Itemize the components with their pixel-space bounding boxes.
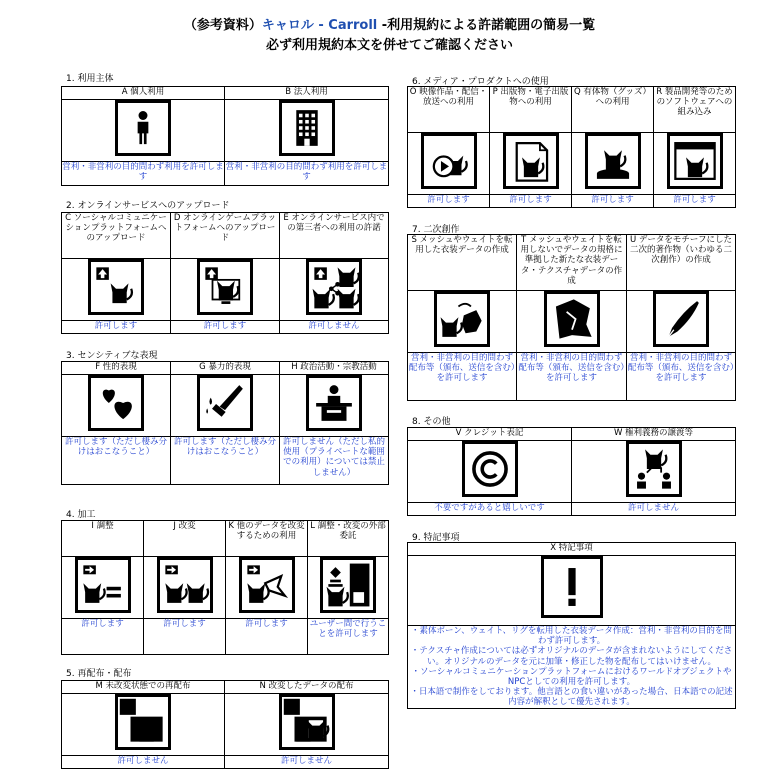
online-upload-table <box>61 212 389 334</box>
result-V: 不要ですがあると嬉しいです <box>408 503 572 516</box>
knife-icon <box>197 375 253 431</box>
special-notes <box>408 626 736 709</box>
col-head-S: S メッシュやウェイトを転用した衣装データの作成 <box>408 235 517 291</box>
col-head-G: G 暴力的表現 <box>171 362 280 375</box>
ribbon-cat-icon <box>239 557 295 613</box>
note-item: ・テクスチャ作成については必ずオリジナルのデータが含まれないようにしてください。オリジナルのデータを元に加筆・修正した物を配布してはいけません。 <box>410 646 733 667</box>
outsource-icon <box>320 557 376 613</box>
result-N: 許可しません <box>225 756 389 769</box>
col-head-K: K 他のデータを改変するための利用 <box>226 521 308 557</box>
section-label-usage-subject: 1. 利用主体 <box>66 74 114 84</box>
section-label-other: 8. その他 <box>412 417 451 427</box>
transfer-icon <box>626 441 682 497</box>
col-head-X: X 特記事項 <box>408 543 736 556</box>
exclamation-icon <box>541 556 603 618</box>
section-label-redistribution: 5. 再配布・配布 <box>66 669 132 679</box>
video-cat-icon <box>421 133 477 189</box>
result-C: 許可します <box>62 321 171 334</box>
media-table <box>407 86 736 208</box>
person-icon <box>115 100 171 156</box>
cloth-icon <box>544 291 600 347</box>
result-F: 許可します（ただし棲み分けはおこなうこと） <box>62 437 171 485</box>
result-O: 許可します <box>408 195 490 208</box>
modify-icon <box>157 557 213 613</box>
col-head-T: T メッシュやウェイトを転用しないでデータの規格に準拠した新たな衣装データ・テクスチャデータの作成 <box>517 235 627 291</box>
result-E: 許可しません <box>280 321 389 334</box>
result-I: 許可します <box>62 619 144 655</box>
software-cat-icon <box>667 133 723 189</box>
distribute-modified-icon <box>279 694 335 750</box>
title-product-name: キャロル - Carroll <box>261 18 378 33</box>
col-head-C: C ソーシャルコミュニケーションプラットフォームへのアップロード <box>62 213 171 259</box>
podium-icon <box>306 375 362 431</box>
col-head-F: F 性的表現 <box>62 362 171 375</box>
result-K: 許可します <box>226 619 308 655</box>
col-head-R: R 製品開発等のためのソフトウェアへの組み込み <box>654 87 736 133</box>
result-W: 許可しません <box>572 503 736 516</box>
result-A: 営利・非営利の目的問わず利用を許可します <box>62 162 225 186</box>
col-head-M: M 未改変状態での再配布 <box>62 681 225 694</box>
col-head-H: H 政治活動・宗教活動 <box>280 362 389 375</box>
redistribute-icon <box>115 694 171 750</box>
building-icon <box>279 100 335 156</box>
book-cat-icon <box>503 133 559 189</box>
hearts-icon <box>88 375 144 431</box>
share-cats-icon <box>306 259 362 315</box>
col-head-A: A 個人利用 <box>62 87 225 100</box>
col-head-E: E オンラインサービス内での第三者への利用の許諾 <box>280 213 389 259</box>
note-item: ・日本語で制作をしております。他言語との食い違いがあった場合、日本語での記述内容が解釈として優先されます。 <box>410 687 733 708</box>
col-head-Q: Q 有体物（グッズ）への利用 <box>572 87 654 133</box>
figure-cat-icon <box>585 133 641 189</box>
cloth-cat-icon <box>434 291 490 347</box>
pen-nib-icon <box>653 291 709 347</box>
col-head-P: P 出版物・電子出版物への利用 <box>490 87 572 133</box>
page-subtitle: 必ず利用規約本文を併せてご確認ください <box>265 38 513 53</box>
special-notes-table <box>407 542 736 709</box>
section-label-special-notes: 9. 特記事項 <box>412 533 460 543</box>
col-head-N: N 改変したデータの配布 <box>225 681 389 694</box>
result-M: 許可しません <box>62 756 225 769</box>
sensitive-table <box>61 361 389 485</box>
note-item: ・ソーシャルコミュニケーションプラットフォームにおけるワールドオブジェクトやNPCとしての利用を許可します。 <box>411 666 732 687</box>
usage-subject-table <box>61 86 389 186</box>
result-Q: 許可します <box>572 195 654 208</box>
col-head-D: D オンラインゲームプラットフォームへのアップロード <box>171 213 280 259</box>
processing-table <box>61 520 389 655</box>
title-prefix: （参考資料） <box>183 18 262 33</box>
result-B: 営利・非営利の目的問わず利用を許可します <box>225 162 389 186</box>
redistribution-table <box>61 680 389 769</box>
col-head-J: J 改変 <box>144 521 226 557</box>
result-G: 許可します（ただし棲み分けはおこなうこと） <box>171 437 280 485</box>
note-item: ・素体ボーン、ウェイト、リグを転用した衣装データ作成：営利・非営利の目的を問わず許可します。 <box>411 626 732 647</box>
derivative-table <box>407 234 736 401</box>
section-label-processing: 4. 加工 <box>66 510 96 520</box>
result-H: 許可しません（ただし私的使用（プライベートな範囲での利用）については禁止しません） <box>280 437 389 485</box>
result-S: 営利・非営利の目的問わず配布等（頒布、送信を含む）を許可します <box>408 353 517 401</box>
upload-monitor-icon <box>197 259 253 315</box>
section-label-derivative: 7. 二次創作 <box>412 225 460 235</box>
section-label-media: 6. メディア・プロダクトへの使用 <box>412 77 549 87</box>
col-head-B: B 法人利用 <box>225 87 389 100</box>
result-D: 許可します <box>171 321 280 334</box>
copyright-icon <box>462 441 518 497</box>
col-head-O: O 映像作品・配信・放送への利用 <box>408 87 490 133</box>
col-head-V: V クレジット表記 <box>408 428 572 441</box>
col-head-W: W 権利義務の譲渡等 <box>572 428 736 441</box>
col-head-L: L 調整・改変の外部委託 <box>308 521 389 557</box>
result-U: 営利・非営利の目的問わず配布等（頒布、送信を含む）を許可します <box>627 353 736 401</box>
upload-cat-icon <box>88 259 144 315</box>
result-J: 許可します <box>144 619 226 655</box>
result-T: 営利・非営利の目的問わず配布等（頒布、送信を含む）を許可します <box>517 353 627 401</box>
title-suffix: -利用規約による許諾範囲の簡易一覧 <box>377 18 596 33</box>
section-label-online-upload: 2. オンラインサービスへのアップロード <box>66 201 230 211</box>
result-L: ユーザー間で行うことを許可します <box>308 619 389 655</box>
result-P: 許可します <box>490 195 572 208</box>
section-label-sensitive: 3. センシティブな表現 <box>66 351 158 361</box>
col-head-I: I 調整 <box>62 521 144 557</box>
adjust-icon <box>75 557 131 613</box>
col-head-U: U データをモチーフにした二次的著作物（いわゆる二次創作）の作成 <box>627 235 736 291</box>
page-title <box>0 14 779 33</box>
other-table <box>407 427 736 516</box>
result-R: 許可します <box>654 195 736 208</box>
